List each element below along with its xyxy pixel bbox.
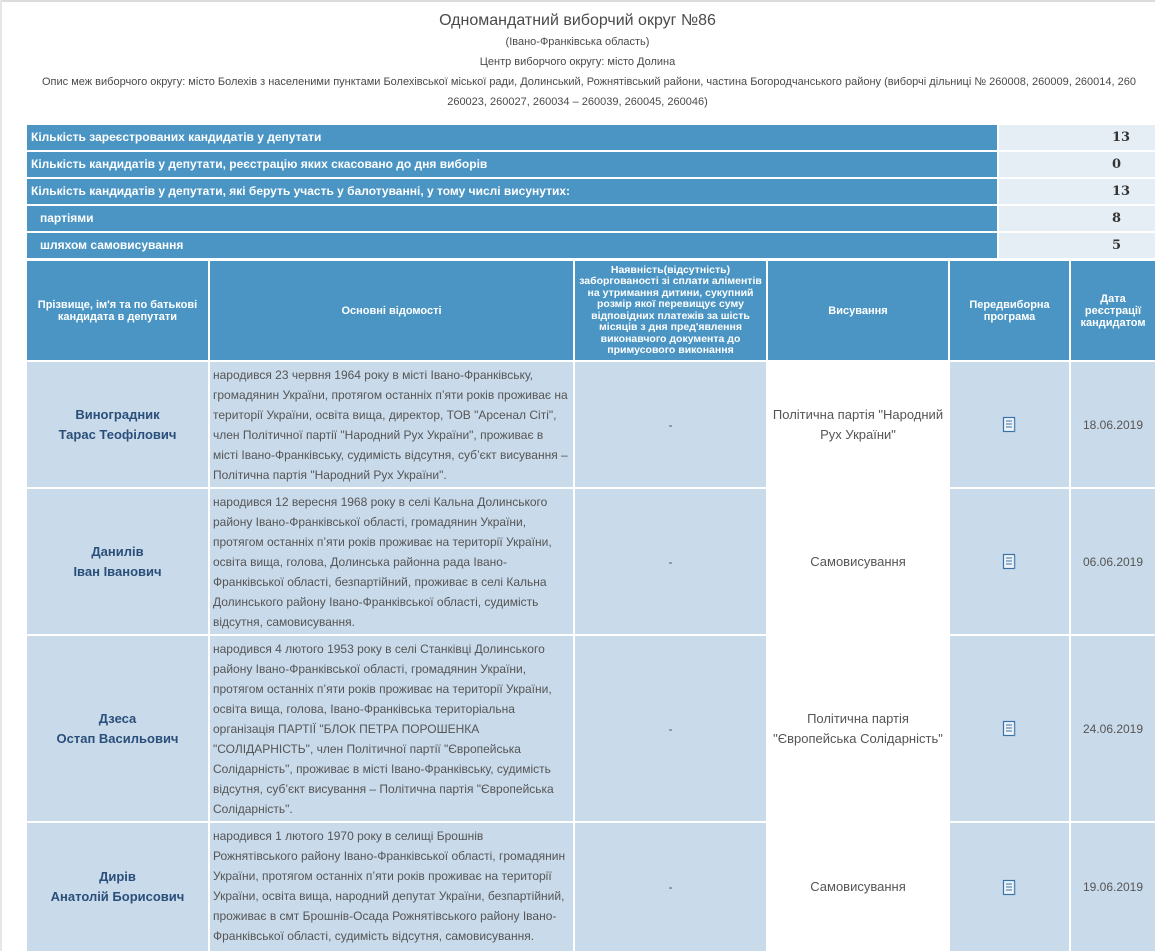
column-header-program: Передвиборна програма xyxy=(950,261,1069,360)
summary-value: 13 xyxy=(999,179,1155,204)
candidate-given-name: Іван Іванович xyxy=(73,563,162,579)
candidate-info: народився 12 вересня 1968 року в селі Кальна Долинського району Івано-Франківської області, громадянин України, протягом останніх п’яти років проживає на території України, освіта вища, голова, Долинська районна рада Івано-Франківської області, безпартійний, проживає в селі Кальна Долинського району Івано-Франківської області, судимість відсутня, самовисування. xyxy=(210,489,573,634)
candidate-name[interactable] xyxy=(27,489,208,634)
candidate-nomination: Політична партія "Європейська Солідарність" xyxy=(768,636,948,821)
column-header-info: Основні відомості xyxy=(210,261,573,360)
candidate-name[interactable] xyxy=(27,636,208,821)
candidate-debt: - xyxy=(575,362,766,487)
candidate-debt: - xyxy=(575,823,766,951)
summary-value: 5 xyxy=(999,233,1155,258)
candidates-table-header xyxy=(27,261,1155,360)
district-center: Центр виборчого округу: місто Долина xyxy=(479,56,676,68)
candidate-surname: Дирів xyxy=(99,869,136,884)
candidate-nomination: Самовисування xyxy=(768,489,948,634)
summary-label: Кількість зареєстрованих кандидатів у депутати xyxy=(27,125,997,150)
summary-label: Кількість кандидатів у депутати, які беруть участь у балотуванні, у тому числі висунутих: xyxy=(27,179,997,204)
candidate-surname: Данилів xyxy=(91,543,144,559)
candidate-given-name: Анатолій Борисович xyxy=(50,889,185,904)
summary-cancelled xyxy=(27,152,1155,177)
column-header-name: Прізвище, ім'я та по батькові кандидата в депутати xyxy=(27,261,208,360)
document-icon[interactable] xyxy=(1002,879,1017,896)
region-label: (Івано-Франківська область) xyxy=(505,36,650,48)
district-description-line2: 260023, 260027, 260034 – 260039, 260045, 260046) xyxy=(447,96,708,108)
table-row xyxy=(27,636,1155,821)
candidate-name[interactable] xyxy=(27,362,208,487)
document-icon[interactable] xyxy=(1002,720,1017,737)
table-row xyxy=(27,489,1155,634)
column-header-debt: Наявність(відсутність) заборгованості зі сплати аліментів на утримання дитини, сукупний розмір якої перевищує суму відповідних платежів за шість місяців з дня пред'явлення виконавчого документа до примусового виконання xyxy=(575,261,766,360)
summary-participating xyxy=(27,179,1155,204)
summary-value: 13 xyxy=(999,125,1155,150)
document-icon[interactable] xyxy=(1002,553,1017,570)
left-border xyxy=(0,0,2,951)
column-header-date: Дата реєстрації кандидатом xyxy=(1071,261,1155,360)
candidate-info: народився 4 лютого 1953 року в селі Станківці Долинського району Івано-Франківської області, громадянин України, протягом останніх п’яти років проживає на території України, освіта вища, голова, Івано-Франківська територіальна організація ПАРТІЇ "БЛОК ПЕТРА ПОРОШЕНКА "СОЛІДАРНІСТЬ", член Політичної партії "Європейська Солідарність", проживає в місті Івано-Франківську, судимість відсутня, суб’єкт висування – Політична партія "Європейська Солідарність". xyxy=(210,636,573,821)
program-cell xyxy=(950,636,1069,821)
page-title: Одномандатний виборчий округ №86 xyxy=(439,12,716,29)
registration-date: 19.06.2019 xyxy=(1071,823,1155,951)
summary-label: шляхом самовисування xyxy=(27,233,997,258)
program-cell xyxy=(950,362,1069,487)
column-header-nomination: Висування xyxy=(768,261,948,360)
registration-date: 06.06.2019 xyxy=(1071,489,1155,634)
program-cell xyxy=(950,489,1069,634)
document-icon[interactable] xyxy=(1002,416,1017,433)
summary-label: партіями xyxy=(27,206,997,231)
top-border xyxy=(0,0,1155,2)
summary-by-parties xyxy=(27,206,1155,231)
summary-label: Кількість кандидатів у депутати, реєстрацію яких скасовано до дня виборів xyxy=(27,152,997,177)
candidate-debt: - xyxy=(575,636,766,821)
candidate-nomination: Політична партія "Народний Рух України" xyxy=(768,362,948,487)
summary-value: 8 xyxy=(999,206,1155,231)
summary-registered xyxy=(27,125,1155,150)
candidate-given-name: Тарас Теофілович xyxy=(58,426,177,442)
summary-self-nominated xyxy=(27,233,1155,258)
table-row xyxy=(27,823,1155,951)
district-description-line1: Опис меж виборчого округу: місто Болехів з населеними пунктами Болехівської міської ради, Долинський, Рожнятівський райони, частина Богородчанського району (виборчі дільниці № 260008, 260009, 260014, 260 xyxy=(42,76,1136,88)
candidate-debt: - xyxy=(575,489,766,634)
program-cell xyxy=(950,823,1069,951)
summary-value: 0 xyxy=(999,152,1155,177)
candidate-given-name: Остап Васильович xyxy=(56,730,179,746)
candidate-surname: Дзеса xyxy=(98,710,137,726)
registration-date: 18.06.2019 xyxy=(1071,362,1155,487)
candidate-info: народився 1 лютого 1970 року в селищі Брошнів Рожнятівського району Івано-Франківської області, громадянин України, протягом останніх п’яти років проживає на території України, освіта вища, народний депутат України, безпартійний, проживає в смт Брошнів-Осада Рожнятівського району Івано-Франківської області, судимість відсутня, самовисування. xyxy=(210,823,573,951)
candidate-nomination: Самовисування xyxy=(768,823,948,951)
table-row xyxy=(27,362,1155,487)
candidate-info: народився 23 червня 1964 року в місті Івано-Франківську, громадянин України, протягом останніх п’яти років проживає на території України, освіта вища, директор, ТОВ "Арсенал Сіті", член Політичної партії "Народний Рух України", проживає в місті Івано-Франківську, судимість відсутня, суб’єкт висування – Політична партія "Народний Рух України". xyxy=(210,362,573,487)
candidate-name[interactable] xyxy=(27,823,208,951)
registration-date: 24.06.2019 xyxy=(1071,636,1155,821)
candidate-surname: Виноградник xyxy=(75,406,160,422)
